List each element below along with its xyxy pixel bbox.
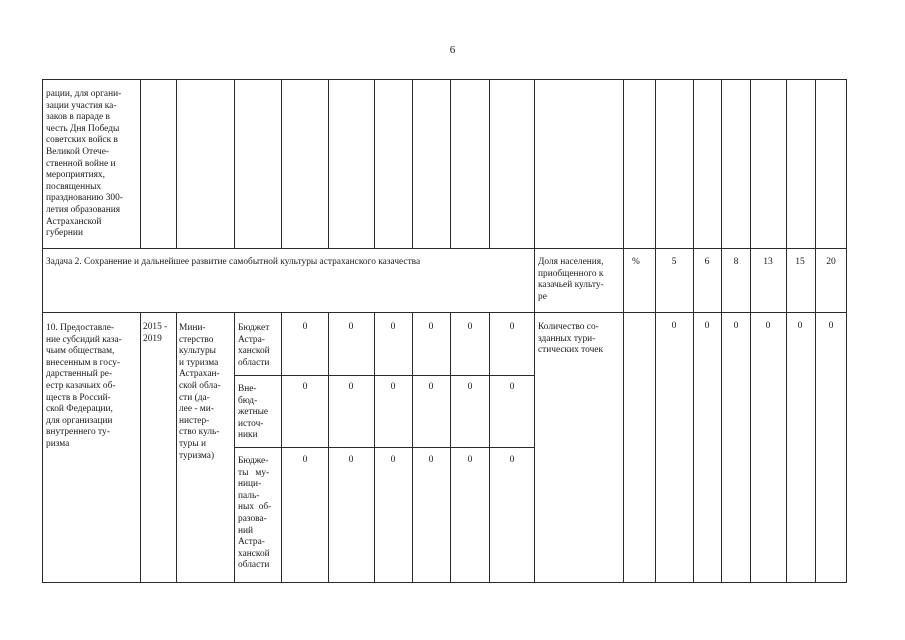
funding-value: 0	[348, 454, 354, 465]
indicator-value: 0	[765, 320, 771, 331]
funding-source-label: Бюдже- ты му- ници- паль- ных об- разова- ний Астра- ханской области	[238, 456, 272, 571]
table-border-right	[846, 79, 847, 583]
funding-value: 0	[467, 381, 473, 392]
indicator-value: 0	[797, 320, 803, 331]
task-value: 6	[704, 256, 710, 267]
column-divider	[234, 312, 235, 582]
column-divider	[140, 312, 141, 582]
indicator-value: 0	[733, 320, 739, 331]
funding-value: 0	[509, 454, 515, 465]
column-divider	[786, 79, 787, 583]
column-divider	[176, 79, 177, 248]
column-divider	[281, 312, 282, 582]
funding-value: 0	[509, 321, 515, 332]
column-divider	[328, 79, 329, 248]
column-divider	[281, 79, 282, 248]
funding-value: 0	[467, 321, 473, 332]
column-divider	[374, 79, 375, 248]
funding-value: 0	[509, 381, 515, 392]
continued-measure-text: рации, для органи- зации участия ка- заков в параде в честь Дня Победы советских войск в Великой Отече- ственной войне и мероприятиях, посвященных празднованию 300- летия образования Астраханской губернии	[46, 89, 123, 239]
column-divider	[450, 312, 451, 582]
funding-source-label: Бюджет Астра- ханской области	[238, 323, 270, 368]
column-divider	[721, 79, 722, 583]
column-divider	[655, 79, 656, 583]
column-divider	[489, 312, 490, 582]
column-divider	[815, 79, 816, 583]
table-border-top	[42, 79, 847, 80]
task-indicator: Доля населения, приобщенного к казачьей культу- ре	[538, 257, 604, 302]
task-value: 13	[763, 256, 773, 267]
column-divider	[412, 312, 413, 582]
column-divider	[328, 312, 329, 582]
task-value: 20	[826, 256, 836, 267]
column-divider	[176, 312, 177, 582]
funding-value: 0	[390, 321, 396, 332]
funding-value: 0	[428, 454, 434, 465]
row-separator	[42, 312, 847, 313]
funding-value: 0	[302, 381, 308, 392]
column-divider	[450, 79, 451, 248]
column-divider	[750, 79, 751, 583]
indicator-value: 0	[671, 320, 677, 331]
table-border-left	[42, 79, 43, 583]
column-divider	[234, 79, 235, 248]
funding-value: 0	[302, 454, 308, 465]
measure-name: 10. Предоставле- ние субсидий каза- чьим обществам, внесенным в госу- дарственный ре- естр казачьих об- ществ в Россий- ской Федерации, для организации внутреннего ту- ризма	[46, 323, 122, 449]
row-separator	[42, 248, 847, 249]
task-value: 5	[671, 256, 677, 267]
funding-value: 0	[348, 381, 354, 392]
funding-value: 0	[390, 381, 396, 392]
task-unit: %	[632, 257, 640, 267]
column-divider	[623, 79, 624, 583]
task-value: 15	[795, 256, 805, 267]
task-value: 8	[733, 256, 739, 267]
indicator-value: 0	[704, 320, 710, 331]
column-divider	[534, 79, 535, 583]
column-divider	[412, 79, 413, 248]
funding-value: 0	[348, 321, 354, 332]
measure-executor: Мини- стерство культуры и туризма Астрахан- ской обла- сти (да- лее - ми- нистер- ство куль- туры и туризма)	[179, 323, 221, 461]
funding-value: 0	[428, 321, 434, 332]
funding-value: 0	[390, 454, 396, 465]
funding-value: 0	[428, 381, 434, 392]
measure-indicator: Количество со- зданных тури- стических точек	[538, 322, 603, 356]
funding-source-label: Вне- бюд- жетные источ- ники	[238, 384, 269, 441]
column-divider	[140, 79, 141, 248]
table-border-bottom	[42, 582, 847, 583]
page-number: 6	[449, 44, 456, 56]
funding-value: 0	[467, 454, 473, 465]
funding-value: 0	[302, 321, 308, 332]
column-divider	[489, 79, 490, 248]
task-title: Задача 2. Сохранение и дальнейшее развитие самобытной культуры астраханского казачества	[46, 257, 421, 267]
column-divider	[693, 79, 694, 583]
measure-period: 2015 - 2019	[143, 322, 168, 344]
column-divider	[374, 312, 375, 582]
indicator-value: 0	[828, 320, 834, 331]
